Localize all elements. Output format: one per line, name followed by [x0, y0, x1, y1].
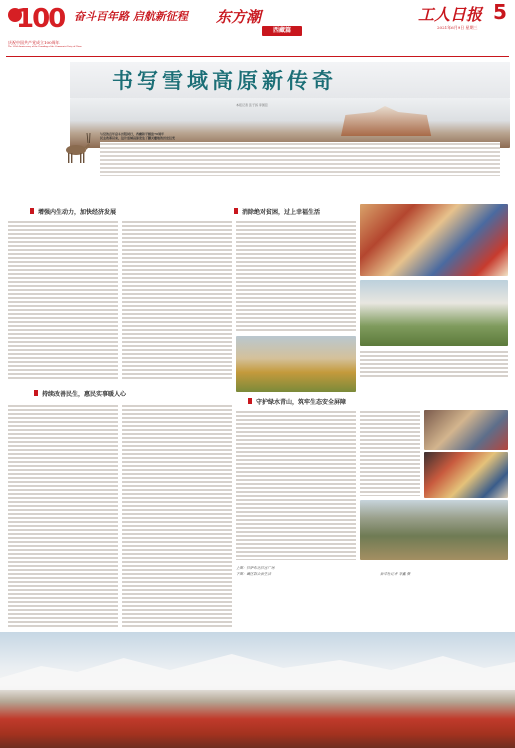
snow-mountain-panorama [0, 632, 515, 748]
body-text-column-2 [122, 220, 232, 380]
body-text-column-5 [122, 404, 232, 628]
article-title: 书写雪域高原新传奇 [112, 69, 337, 93]
body-text-column-6 [236, 410, 356, 560]
photo-caption-right-1: 上图：拉萨布达拉宫广场 [236, 566, 275, 570]
section-heading-4: 守护绿水青山，筑牢生态安全屏障 [236, 396, 436, 406]
date-line: 2021年6月9日 星期三 [437, 25, 478, 30]
section-marker-icon [234, 208, 238, 214]
right-column-text [360, 350, 508, 378]
slogan: 奋斗百年路 启航新征程 [74, 10, 188, 23]
paper-name: 工人日报 [418, 5, 483, 24]
traditional-dress-photo [424, 452, 508, 498]
intro-line-2: 民主改革以来，这片雪域高原发生了翻天覆地的历史巨变 [100, 136, 176, 140]
anniversary-number: 100 [16, 4, 65, 34]
anniversary-caption: 庆祝中国共产党成立100周年 [8, 40, 60, 45]
article-intro [100, 132, 500, 180]
intro-line-1: 与党的百年奋斗历程同行，西藏和平解放70周年 [100, 132, 165, 136]
page-number: 5 [493, 0, 507, 24]
section-heading-1: 增强内生动力，加快经济发展 [8, 206, 178, 216]
section-marker-icon [30, 208, 34, 214]
section-marker-icon [248, 398, 252, 404]
photo-caption-right-2: 下图：藏区群众新生活 [236, 572, 271, 576]
section-heading-2: 消除绝对贫困，过上幸福生活 [234, 206, 404, 216]
landscape-photo-right [360, 280, 508, 346]
masthead [0, 0, 515, 60]
masthead-rule [6, 56, 509, 57]
headline-banner [70, 62, 510, 98]
anniversary-emblem [6, 4, 66, 40]
section-heading-3: 持续改善民生，惠民实事暖人心 [8, 388, 178, 398]
valley-aerial-photo [360, 500, 508, 560]
photo-caption-bottom: 新华社记者 李鑫 摄 [380, 572, 411, 576]
section-marker-icon [34, 390, 38, 396]
dancers-photo [360, 204, 508, 276]
column-subtitle-badge [262, 26, 302, 36]
article-byline: 本报记者 张子扬 李国臣 [236, 103, 268, 107]
column-subtitle: 西藏篇 [272, 27, 291, 34]
body-text-column-4 [8, 404, 118, 628]
body-text-column-1 [8, 220, 118, 380]
body-text-column-7 [360, 410, 420, 496]
body-text-column-3 [236, 220, 356, 332]
farmland-photo [236, 336, 356, 392]
antelope-illustration [58, 130, 94, 166]
anniversary-caption-en: The 100th Anniversary of the Founding of the Communist Party of China [8, 46, 82, 48]
street-market-photo [424, 410, 508, 450]
column-name: 东方潮 [216, 8, 262, 26]
